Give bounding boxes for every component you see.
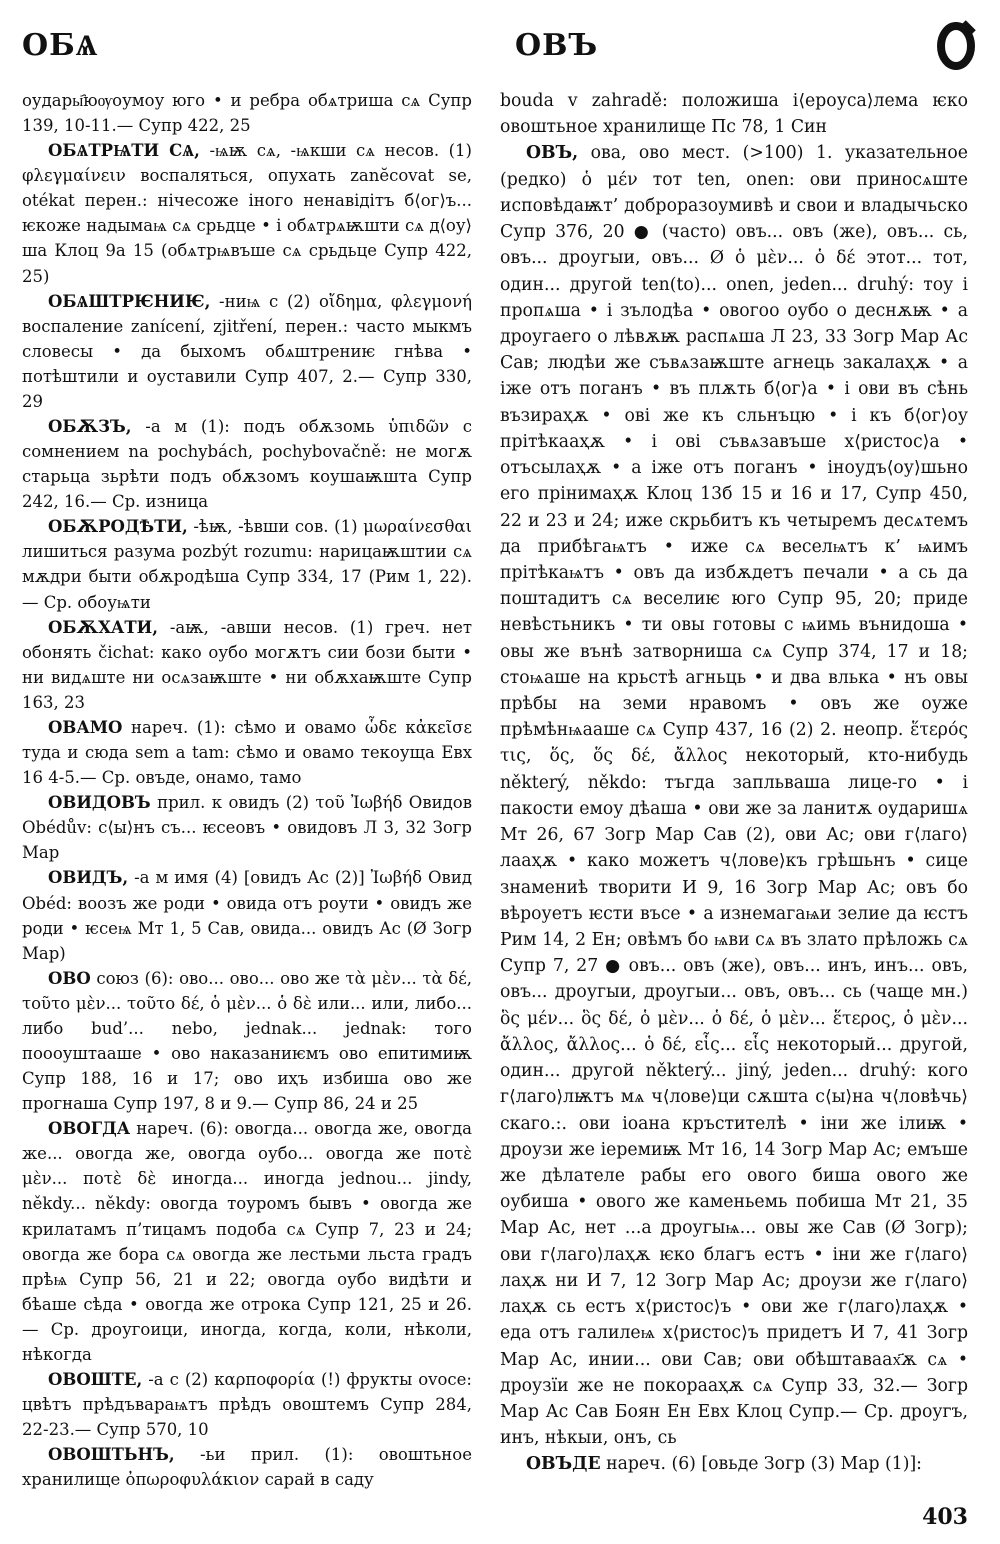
entry-headword: ОВАМО xyxy=(48,717,123,737)
running-head-center: ОВЪ xyxy=(515,28,599,63)
entry-headword: ОВОШТЬНЪ, xyxy=(48,1445,175,1465)
entry-text: -ѣѭ, -ѣвши сов. (1) μωραίνεσθαι лишиться разума pozbýt rozumu: нарицаѭштии сѧ мѫдри быти обѫродѣша Супр 334, 17 (Рим 1, 22).— Ср. обоуѩти xyxy=(22,517,472,612)
entry-text: -аѭ, -авши несов. (1) греч. нет обонять čichat: како оубо могѫтъ сии бози быти • ни видѧште ни осѧзаѭште • ни обѫхаѭште Супр 163, 23 xyxy=(22,617,473,712)
dictionary-entry xyxy=(22,88,472,138)
entry-headword: ОБѦШТРѤНИѤ, xyxy=(48,291,211,311)
dictionary-entry xyxy=(22,715,472,790)
dictionary-entry xyxy=(22,1367,472,1442)
entry-text: -а м (1): подъ обѫзомь ὑπιδῶν с сомнением na pochybách, pochybovačně: не могѫ старьца зьрѣти подъ обѫзомъ коушаѭшта Супр 242, 16.— Ср. изница xyxy=(22,417,472,512)
entry-headword: ОВО xyxy=(48,968,91,988)
dictionary-entry xyxy=(22,790,472,865)
entry-text: нареч. (6) [овьде Зогр (3) Мар (1)]: xyxy=(606,1454,922,1475)
entry-headword: ОБѪЗЪ, xyxy=(48,417,132,437)
entry-text: ова, ово мест. (>100) 1. указательное (редко) ὁ μέν тот ten, onen: ови приносѧште исповѣдаѭт’ доброразоумивѣ и свои и владычьско Супр 376, 20 ● (часто) овъ... овъ (же), овъ... сь, овъ... дроугыи, овъ... Ø ὁ μὲν... ὁ δέ этот... тот, один... другой ten(to)... onen, jeden... druhý: тоу і пропѧша • і зълодѣа • овогоо оубо о деснѫѭ • а дроугаего о лѣвѫѭ распѧша Л 23, 33 Зогр Мар Ас Сав; людѣи же съвѧзаѭште агнець закалаҳѫ • а іже отъ поганъ • въ плѫть б⟨ог⟩а • і ови въ сѣнь възираҳѫ • ові же къ сльнъцю • і къ б⟨ог⟩оу прітѣкааҳѫ • і ові съвѧзавъше х⟨ристос⟩а • отъсылаҳѫ • а іже отъ поганъ • іноудъ⟨оу⟩шьно его прінимаҳѫ Клоц 13б 15 и 16 и 17, Супр 450, 22 и 23 и 24; иже скрьбитъ къ четыремъ десѧтемъ да прибѣгаѩтъ • иже сѧ веселѩтъ к’ ѩимъ прітѣкаѩтъ • овъ да избѫдетъ печали • а сь да поштадитъ сѧ веселиѥ юго Супр 95, 20; приде невѣстьникъ • ти овы готовы с ѩимь вънидоша • овы же вънѣ затворниша сѧ Супр 374, 17 и 18; стоѩаше на крьстѣ агньць • и два влька • нъ овы прѣбы на земи нравомъ • овъ же оуже прѣмѣнѩааше сѧ Супр 437, 16 (2) 2. неопр. ἕτερός τις, ὅς, ὅς δέ, ἄλλος некоторый, кто-нибудь některý, někdo: тъгда запльваша лице-го • і пакости емоу дѣаша • ови же за ланитѫ оударишѧ Мт 26, 67 Зогр Мар Сав (2), ови Ас; ови г⟨лаго⟩лааҳѫ • како можетъ ч⟨лове⟩къ грѣшьнъ • сице знамениѣ творити И 9, 16 Зогр Мар Ас; овъ бо вѣроуетъ ѥсти въсе • а изнемагаѩи зелие да ѥстъ Рим 14, 2 Ен; овѣмъ бо ѩви сѧ въ злато прѣложь сѧ Супр 7, 27 ● овъ... овъ (же), овъ... инъ, инъ... овъ, овъ... дроугыи, дроугыи... овъ, овъ... сь (чаще мн.) ὃς μέν... ὃς δέ, ὁ μὲν... ὁ δέ, ὁ μὲν... ἕτερος, ὁ μὲν... ἄλλος, ἄλλος... ὁ δέ, εἷς... εἷς некоторый... другой, один... другой některý... jiný, jeden... druhý: кого г⟨лаго⟩лѭтъ мѧ ч⟨лове⟩ци сѫшта с⟨ы⟩на ч⟨ловѣчь⟩скаго.:. ови іоана кръстителѣ • іни же ілиѭ • дроузи же іеремиѭ Мт 16, 14 Зогр Мар Ас; емъше же дѣлателе рабы его овогo биша ового же оубиша • овогo же каменьемь побиша Мт 21, 35 Мар Ас, нет ...а дроугыѩ... овы же Сав (Ø Зогр); ови г⟨лаго⟩лаҳѫ ѥко благъ естъ • іни же г⟨лаго⟩лаҳѫ ни И 7, 12 Зогр Мар Ас; дроузи же г⟨лаго⟩лаҳѫ сь естъ х⟨ристос⟩ъ • ови же г⟨лаго⟩лаҳѫ • еда отъ галилеѩ х⟨ристос⟩ъ придетъ И 7, 41 Зогр Мар Ас, инии... ови Сав; ови обѣштаваах҃ѫ сѧ • дроузїи же не покорааҳѫ сѧ Супр 33, 32.— Зогр Мар Ас Сав Боян Ен Евх Клоц Супр.— Ср. дроугъ, инъ, нѣкыи, онъ, сь xyxy=(500,143,968,1449)
entry-text: -ьи прил. (1): овоштьное хранилище ὀπωροφυλάκιον сарай в саду xyxy=(22,1445,473,1490)
entry-text: -ѩѭ сѧ, -ѩкши сѧ несов. (1) φλεγμαίνειν воспаляться, опухать zanĕcovat se, otékat перен.: нічесоже іного ненавідітъ б⟨ог⟩ъ... ѥкоже надымаѩ сѧ срьдце • і обѧтрѧѭшти сѧ д⟨оу⟩ша Клоц 9а 15 (обѧтрѩвъше сѧ срьдьце Супр 422, 25) xyxy=(22,141,472,286)
entry-text: союз (6): ово... ово... ово же τὰ μὲν... τὰ δέ, τοῦτο μὲν... τοῦτο δέ, ὁ μὲν... ὁ δὲ или... или, либо... либо bud’... nebo, jednak... jednak: того поооуштааше • ово наказаниѥмъ ово епитимиѭ Супр 188, 16 и 17; ово иҳъ избиша ово же прогнаша Супр 197, 8 и 9.— Супр 86, 24 и 25 xyxy=(22,968,472,1114)
entry-headword: ОБѪРОДѢТИ, xyxy=(48,517,188,537)
entry-text: -ниѩ с (2) οἴδημα, φλεγμονή воспаление zanícení, zjitření, перен.: часто мыкмъ словесы • да быхомъ обѧштрениѥ гнѣва • потѣштили и оуставили Супр 407, 2.— Супр 330, 29 xyxy=(22,291,472,411)
entry-headword: ОВИДЪ, xyxy=(48,868,129,888)
right-column xyxy=(500,88,968,1478)
entry-headword: ОВЪДЕ xyxy=(526,1454,601,1475)
entry-text: bouda v zahradě: положиша і⟨ероуса⟩лема ѥко овоштьное хранилище Пс 78, 1 Син xyxy=(500,91,968,138)
entry-headword: ОБѦТРѨТИ СѦ, xyxy=(48,141,200,161)
dictionary-entry xyxy=(22,414,472,514)
entry-text: нареч. (1): сѣмо и овамо ὧδε κἀκεῖσε туда и сюда sem a tam: сѣмо и овамо текоуща Евх 16 4-5.— Ср. овъде, онамо, тамо xyxy=(22,717,472,788)
page-number: 403 xyxy=(922,1504,968,1530)
dictionary-entry xyxy=(22,138,472,288)
dictionary-entry xyxy=(22,615,472,715)
entry-text: нареч. (6): овогда... овогда же, овогда же... овогда же, овогда оубо... овогда же ποτὲ μὲν... ποτὲ δὲ иногда... иногда jednou... jindy, někdy... někdy: овогда тоуромъ бывъ • овогда же крилатамъ п’тицамъ подоба сѧ Супр 7, 23 и 24; овогда же бора сѧ овогда же лестьми льста градъ прѣѩ Супр 56, 21 и 22; овогда оубо видѣти и бѣаше сѣда • овогда же отрока Супр 121, 25 и 26.— Ср. дроугоици, иногда, когда, коли, нѣколи, нѣкогда xyxy=(22,1119,472,1364)
left-column xyxy=(22,88,472,1492)
entry-headword: ОВЪ, xyxy=(526,143,579,164)
running-head-left: ОБѦ xyxy=(22,28,99,63)
dictionary-entry xyxy=(22,289,472,414)
entry-headword: ОБѪХАТИ, xyxy=(48,617,158,637)
dictionary-entry xyxy=(22,966,472,1116)
entry-text: -а м имя (4) [овидъ Ас (2)] Ἰωβήδ Овид Obéd: воозъ же роди • овида отъ роути • овидъ же роди • ѥсеѩ Мт 1, 5 Сав, овида... овидъ Ас (Ø Зогр Мар) xyxy=(22,868,473,963)
section-letter-o-icon xyxy=(934,18,978,70)
entry-text: оудары҄юѹоумоу юго • и ребра обѧтриша сѧ Супр 139, 10-11.— Супр 422, 25 xyxy=(22,91,472,136)
dictionary-entry xyxy=(22,514,472,614)
entry-headword: ОВОШТЕ, xyxy=(48,1369,143,1389)
dictionary-entry xyxy=(500,88,968,140)
dictionary-entry xyxy=(22,865,472,965)
dictionary-entry xyxy=(500,1451,968,1477)
entry-text: прил. к овидъ (2) τοῦ Ἰωβήδ Овидов Obédův: с⟨ы⟩нъ съ... ѥсеовъ • овидовъ Л 3, 32 Зогр Мар xyxy=(22,793,473,863)
entry-text: -а с (2) καρποφορία (!) фрукты ovoce: цвѣтъ прѣдъвараѩтъ прѣдъ овоштемъ Супр 284, 22-23.— Супр 570, 10 xyxy=(22,1369,472,1440)
dictionary-entry xyxy=(500,140,968,1451)
dictionary-entry xyxy=(22,1116,472,1367)
entry-headword: ОВОГДА xyxy=(48,1119,131,1139)
dictionary-entry xyxy=(22,1442,472,1492)
entry-headword: ОВИДОВЪ xyxy=(48,793,151,813)
